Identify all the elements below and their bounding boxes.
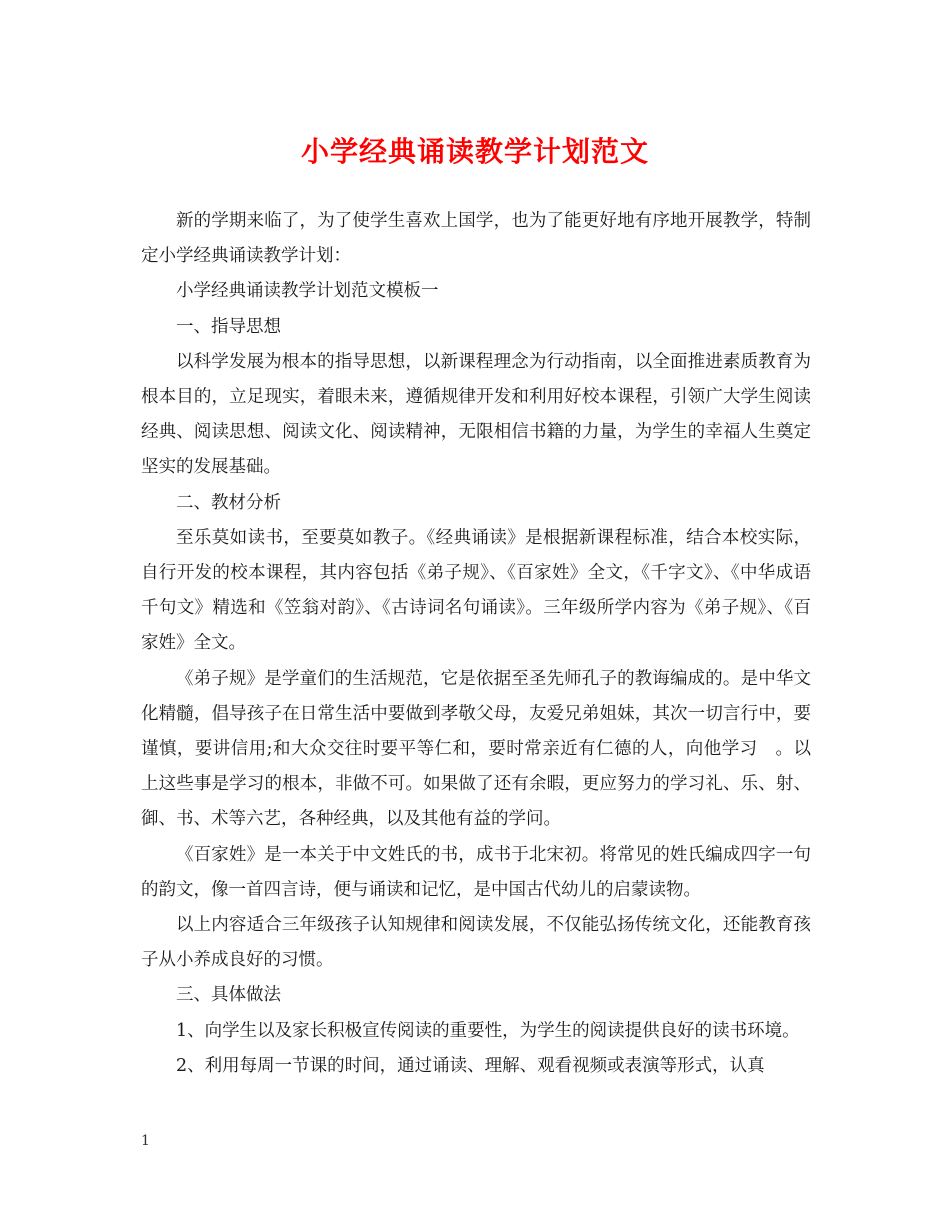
document-title: 小学经典诵读教学计划范文 [300,135,649,168]
section-heading-guiding-thought: 一、指导思想 [176,316,281,337]
section-heading-material-analysis: 二、教材分析 [176,492,281,513]
paragraph-suitability: 以上内容适合三年级孩子认知规律和阅读发展，不仅能弘扬传统文化，还能教育孩子从小养成良好的习惯。 [141,915,811,971]
section-heading-methods: 三、具体做法 [176,985,281,1006]
paragraph-guiding-thought: 以科学发展为根本的指导思想，以新课程理念为行动指南，以全面推进素质教育为根本目的，立足现实，着眼未来，遵循规律开发和利用好校本课程，引领广大学生阅读经典、阅读思想、阅读文化、阅读精神，无限相信书籍的力量，为学生的幸福人生奠定坚实的发展基础。 [141,351,811,478]
paragraph-method-1: 1、向学生以及家长积极宣传阅读的重要性，为学生的阅读提供良好的读书环境。 [176,1020,800,1041]
paragraph-method-2: 2、利用每周一节课的时间，通过诵读、理解、观看视频或表演等形式，认真 [176,1055,765,1076]
paragraph-dizigui: 《弟子规》是学童们的生活规范，它是依据至圣先师孔子的教诲编成的。是中华文化精髓，倡导孩子在日常生活中要做到孝敬父母，友爱兄弟姐妹，其次一切言行中，要谨慎，要讲信用;和大众交往时要平等仁和，要时常亲近有仁德的人，向他学习 。以上这些事是学习的根本，非做不可。如果做了还有余暇，更应努力的学习礼、乐、射、御、书、术等六艺，各种经典，以及其他有益的学问。 [141,668,811,830]
paragraph-template-heading: 小学经典诵读教学计划范文模板一 [176,281,439,302]
paragraph-baijiaxing: 《百家姓》是一本关于中文姓氏的书，成书于北宋初。将常见的姓氏编成四字一句的韵文，像一首四言诗，便与诵读和记忆，是中国古代幼儿的启蒙读物。 [141,844,811,900]
page-number: 1 [141,1133,150,1149]
paragraph-material-analysis: 至乐莫如读书，至要莫如教子。《经典诵读》是根据新课程标准，结合本校实际，自行开发的校本课程，其内容包括《弟子规》、《百家姓》全文，《千字文》、《中华成语千句文》精选和《笠翁对韵》、《古诗词名句诵读》。三年级所学内容为《弟子规》、《百家姓》全文。 [141,527,811,654]
document-body [141,204,811,1084]
paragraph-intro: 新的学期来临了，为了使学生喜欢上国学，也为了能更好地有序地开展教学，特制定小学经典诵读教学计划： [141,211,811,267]
